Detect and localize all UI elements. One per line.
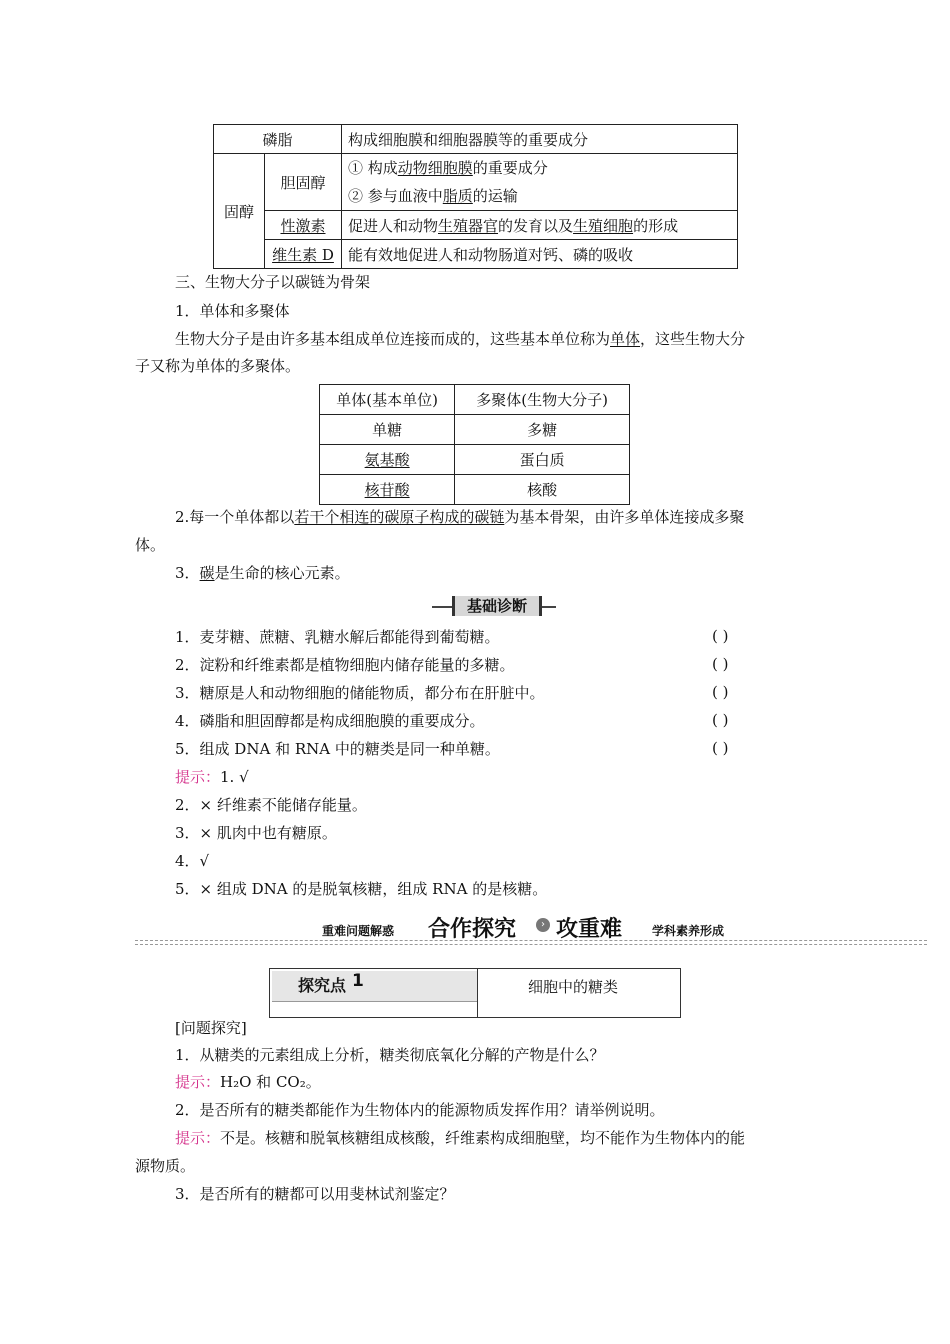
polymer-header: 多聚体(生物大分子) — [455, 385, 630, 415]
question-tag: [问题探究] — [175, 1019, 247, 1037]
banner-right-text: 学科素养形成 — [652, 924, 725, 938]
diagnosis-item: 3．糖原是人和动物细胞的储能物质，都分布在肝脏中。 — [175, 684, 545, 702]
diagnosis-item: 4．磷脂和胆固醇都是构成细胞膜的重要成分。 — [175, 712, 485, 730]
polymer-cell: 蛋白质 — [455, 445, 630, 475]
monomer-cell: 单糖 — [320, 415, 455, 445]
lipid-table — [213, 124, 738, 269]
cell-cholesterol: 胆固醇 — [265, 154, 342, 211]
section-divider — [135, 940, 927, 941]
inquiry-point-label: 探究点 — [298, 976, 347, 995]
answer: 提示：H₂O 和 CO₂。 — [175, 1073, 321, 1091]
diagnosis-item: 5．组成 DNA 和 RNA 中的糖类是同一种单糖。 — [175, 740, 500, 758]
cell-phospholipid: 磷脂 — [214, 125, 342, 154]
paragraph-monomer: 生物大分子是由许多基本组成单位连接而成的，这些基本单位称为单体，这些生物大分 — [175, 330, 746, 348]
answer: 提示：不是。核糖和脱氧核糖组成核酸，纤维素构成细胞壁，均不能作为生物体内的能 — [175, 1129, 746, 1147]
hint-label: 提示： — [175, 768, 221, 786]
banner-main-text-2: 攻重难 — [556, 917, 623, 942]
answer-parentheses: ( ) — [712, 739, 729, 757]
monomer-cell: 氨基酸 — [320, 445, 455, 475]
banner-left-text: 重难问题解惑 — [322, 924, 395, 938]
cell-cholesterol-function: ① 构成动物细胞膜的重要成分 ② 参与血液中脂质的运输 — [342, 154, 738, 211]
hint-label: 提示： — [175, 1129, 221, 1147]
section-divider — [135, 944, 927, 945]
inquiry-divider — [477, 969, 478, 1017]
monomer-header: 单体(基本单位) — [320, 385, 455, 415]
paragraph-carbon-chain: 2.每一个单体都以若干个相连的碳原子构成的碳链为基本骨架，由许多单体连接成多聚 — [175, 508, 745, 526]
diagnosis-answer: 3．× 肌肉中也有糖原。 — [175, 824, 337, 842]
monomer-table — [319, 384, 630, 505]
inquiry-topic: 细胞中的糖类 — [528, 978, 619, 996]
diagnosis-item: 1．麦芽糖、蔗糖、乳糖水解后都能得到葡萄糖。 — [175, 628, 500, 646]
cell-sex-hormone-function: 促进人和动物生殖器官的发育以及生殖细胞的形成 — [342, 211, 738, 240]
answer-parentheses: ( ) — [712, 711, 729, 729]
answer-line2: 源物质。 — [135, 1157, 196, 1175]
paragraph-carbon-chain-line2: 体。 — [135, 536, 166, 554]
cell-sterol: 固醇 — [214, 154, 265, 269]
banner-main-text: 合作探究 — [428, 917, 517, 942]
diagnosis-answer: 2．× 纤维素不能储存能量。 — [175, 796, 367, 814]
chevron-right-icon: › — [536, 918, 550, 932]
paragraph-monomer-line2: 子又称为单体的多聚体。 — [135, 357, 301, 375]
diagnosis-banner — [432, 596, 556, 618]
cell-vitamin-d-function: 能有效地促进人和动物肠道对钙、磷的吸收 — [342, 240, 738, 269]
question: 1．从糖类的元素组成上分析，糖类彻底氧化分解的产物是什么？ — [175, 1046, 605, 1064]
section-heading: 三、生物大分子以碳链为骨架 — [175, 273, 371, 291]
monomer-cell: 核苷酸 — [320, 475, 455, 505]
polymer-cell: 核酸 — [455, 475, 630, 505]
polymer-cell: 多糖 — [455, 415, 630, 445]
cell-phospholipid-function: 构成细胞膜和细胞器膜等的重要成分 — [342, 125, 738, 154]
diagnosis-answer: 提示：1. √ — [175, 768, 249, 786]
paragraph-carbon-core: 3．碳是生命的核心元素。 — [175, 564, 350, 582]
answer-parentheses: ( ) — [712, 683, 729, 701]
cell-vitamin-d: 维生素 D — [265, 240, 342, 269]
subheading-monomer: 1．单体和多聚体 — [175, 302, 290, 320]
answer-parentheses: ( ) — [712, 627, 729, 645]
cell-sex-hormone: 性激素 — [265, 211, 342, 240]
inquiry-point-number: 1 — [352, 971, 364, 991]
diagnosis-banner-label: 基础诊断 — [452, 596, 542, 616]
question: 3．是否所有的糖都可以用斐林试剂鉴定？ — [175, 1185, 455, 1203]
diagnosis-answer: 5．× 组成 DNA 的是脱氧核糖，组成 RNA 的是核糖。 — [175, 880, 548, 898]
inquiry-point-box — [269, 968, 681, 1018]
answer-parentheses: ( ) — [712, 655, 729, 673]
diagnosis-item: 2．淀粉和纤维素都是植物细胞内储存能量的多糖。 — [175, 656, 515, 674]
hint-label: 提示： — [175, 1073, 221, 1091]
diagnosis-answer: 4．√ — [175, 852, 210, 870]
question: 2．是否所有的糖类都能作为生物体内的能源物质发挥作用？请举例说明。 — [175, 1101, 665, 1119]
